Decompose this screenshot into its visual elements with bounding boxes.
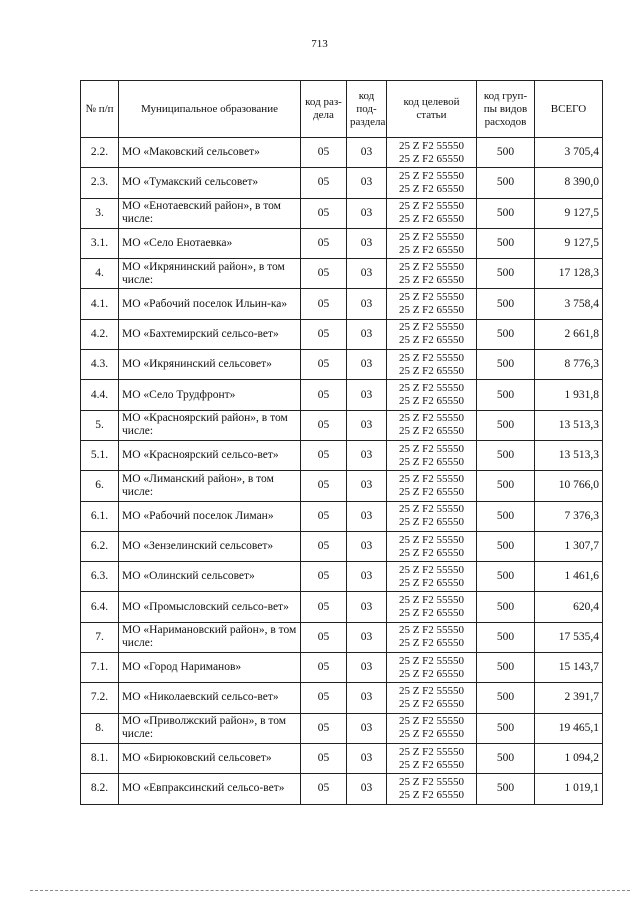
row-total-cell: 2 391,7 [535,683,603,713]
row-target-code-cell [387,501,477,531]
target-code-primary: 25 Z F2 55550 [398,412,465,425]
row-total-cell: 1 461,6 [535,562,603,592]
row-total-cell: 1 307,7 [535,531,603,561]
row-num-cell: 4. [81,259,119,289]
target-code-primary: 25 Z F2 55550 [398,291,465,304]
row-section-cell: 05 [301,531,347,561]
header-municipality: Муниципальное образование [119,81,301,138]
row-target-code-cell [387,228,477,258]
row-total-cell: 1 931,8 [535,380,603,410]
header-subsection: код под-раздела [347,81,387,138]
row-group-cell: 500 [477,622,535,652]
target-code-secondary: 25 Z F2 65550 [398,273,465,286]
row-num-cell: 7.2. [81,683,119,713]
table-row [81,713,603,743]
row-subsection-cell: 03 [347,138,387,168]
row-group-cell: 500 [477,501,535,531]
row-name-cell: МО «Город Нариманов» [119,653,301,683]
target-code-secondary: 25 Z F2 65550 [398,607,465,620]
page-number: 713 [311,38,328,50]
row-total-cell: 17 535,4 [535,622,603,652]
target-code-primary: 25 Z F2 55550 [398,472,465,485]
target-code-primary: 25 Z F2 55550 [398,775,465,788]
table-row [81,531,603,561]
row-subsection-cell: 03 [347,259,387,289]
row-subsection-cell: 03 [347,774,387,804]
row-num-cell: 5.1. [81,440,119,470]
row-target-code-cell [387,440,477,470]
row-name-cell: МО «Село Трудфронт» [119,380,301,410]
row-group-cell: 500 [477,168,535,198]
target-code-secondary: 25 Z F2 65550 [398,788,465,801]
row-num-cell: 2.3. [81,168,119,198]
header-total: ВСЕГО [535,81,603,138]
row-group-cell: 500 [477,319,535,349]
row-subsection-cell: 03 [347,683,387,713]
row-target-code-cell [387,198,477,228]
row-name-cell: МО «Тумакский сельсовет» [119,168,301,198]
row-total-cell: 3 758,4 [535,289,603,319]
row-total-cell: 3 705,4 [535,138,603,168]
row-group-cell: 500 [477,592,535,622]
table-row [81,168,603,198]
row-target-code-cell [387,168,477,198]
row-total-cell: 13 513,3 [535,440,603,470]
row-target-code-cell [387,683,477,713]
row-section-cell: 05 [301,562,347,592]
target-code-primary: 25 Z F2 55550 [398,654,465,667]
row-subsection-cell: 03 [347,471,387,501]
table-row [81,653,603,683]
row-target-code-cell [387,653,477,683]
row-group-cell: 500 [477,531,535,561]
row-section-cell: 05 [301,138,347,168]
row-section-cell: 05 [301,683,347,713]
row-target-code-cell [387,713,477,743]
target-code-primary: 25 Z F2 55550 [398,139,465,152]
target-code-primary: 25 Z F2 55550 [398,382,465,395]
row-total-cell: 8 390,0 [535,168,603,198]
table-row [81,501,603,531]
target-code-primary: 25 Z F2 55550 [398,442,465,455]
row-subsection-cell: 03 [347,350,387,380]
row-num-cell: 4.3. [81,350,119,380]
scan-edge-line [30,890,630,892]
row-section-cell: 05 [301,743,347,773]
row-section-cell: 05 [301,380,347,410]
row-subsection-cell: 03 [347,562,387,592]
row-total-cell: 15 143,7 [535,653,603,683]
table-row [81,622,603,652]
row-total-cell: 13 513,3 [535,410,603,440]
row-name-cell: МО «Маковский сельсовет» [119,138,301,168]
row-num-cell: 6.1. [81,501,119,531]
table-row [81,289,603,319]
row-group-cell: 500 [477,198,535,228]
target-code-secondary: 25 Z F2 65550 [398,455,465,468]
target-code-primary: 25 Z F2 55550 [398,624,465,637]
target-code-secondary: 25 Z F2 65550 [398,697,465,710]
row-group-cell: 500 [477,743,535,773]
row-section-cell: 05 [301,198,347,228]
row-group-cell: 500 [477,774,535,804]
row-target-code-cell [387,380,477,410]
row-name-cell: МО «Наримановский район», в том числе: [119,622,301,652]
row-name-cell: МО «Рабочий поселок Ильин-ка» [119,289,301,319]
row-total-cell: 10 766,0 [535,471,603,501]
row-subsection-cell: 03 [347,653,387,683]
table-row [81,138,603,168]
row-num-cell: 7.1. [81,653,119,683]
target-code-secondary: 25 Z F2 65550 [398,213,465,226]
row-section-cell: 05 [301,713,347,743]
row-target-code-cell [387,531,477,561]
row-subsection-cell: 03 [347,319,387,349]
row-num-cell: 6. [81,471,119,501]
row-target-code-cell [387,410,477,440]
row-num-cell: 8.1. [81,743,119,773]
row-group-cell: 500 [477,683,535,713]
row-target-code-cell [387,319,477,349]
row-total-cell: 620,4 [535,592,603,622]
row-subsection-cell: 03 [347,410,387,440]
row-num-cell: 6.2. [81,531,119,561]
row-total-cell: 8 776,3 [535,350,603,380]
row-section-cell: 05 [301,228,347,258]
row-group-cell: 500 [477,350,535,380]
target-code-secondary: 25 Z F2 65550 [398,152,465,165]
row-num-cell: 8.2. [81,774,119,804]
target-code-secondary: 25 Z F2 65550 [398,516,465,529]
row-subsection-cell: 03 [347,592,387,622]
table-row [81,259,603,289]
target-code-secondary: 25 Z F2 65550 [398,182,465,195]
target-code-primary: 25 Z F2 55550 [398,260,465,273]
target-code-secondary: 25 Z F2 65550 [398,637,465,650]
row-name-cell: МО «Село Енотаевка» [119,228,301,258]
row-subsection-cell: 03 [347,168,387,198]
table-row [81,592,603,622]
row-total-cell: 9 127,5 [535,198,603,228]
row-total-cell: 1 094,2 [535,743,603,773]
header-num: № п/п [81,81,119,138]
target-code-secondary: 25 Z F2 65550 [398,758,465,771]
target-code-primary: 25 Z F2 55550 [398,200,465,213]
row-group-cell: 500 [477,138,535,168]
row-total-cell: 1 019,1 [535,774,603,804]
table-row [81,440,603,470]
row-group-cell: 500 [477,440,535,470]
row-subsection-cell: 03 [347,380,387,410]
row-group-cell: 500 [477,289,535,319]
row-group-cell: 500 [477,410,535,440]
row-section-cell: 05 [301,622,347,652]
row-name-cell: МО «Евпраксинский сельсо-вет» [119,774,301,804]
row-name-cell: МО «Красноярский район», в том числе: [119,410,301,440]
row-num-cell: 5. [81,410,119,440]
row-name-cell: МО «Лиманский район», в том числе: [119,471,301,501]
row-section-cell: 05 [301,168,347,198]
target-code-primary: 25 Z F2 55550 [398,169,465,182]
row-group-cell: 500 [477,653,535,683]
row-total-cell: 17 128,3 [535,259,603,289]
target-code-secondary: 25 Z F2 65550 [398,395,465,408]
row-num-cell: 3. [81,198,119,228]
row-name-cell: МО «Икрянинский район», в том числе: [119,259,301,289]
row-subsection-cell: 03 [347,440,387,470]
table-row [81,743,603,773]
target-code-primary: 25 Z F2 55550 [398,684,465,697]
row-section-cell: 05 [301,410,347,440]
row-target-code-cell [387,289,477,319]
row-group-cell: 500 [477,562,535,592]
table-row [81,198,603,228]
target-code-secondary: 25 Z F2 65550 [398,425,465,438]
target-code-secondary: 25 Z F2 65550 [398,304,465,317]
row-target-code-cell [387,350,477,380]
row-subsection-cell: 03 [347,531,387,561]
row-num-cell: 4.4. [81,380,119,410]
target-code-secondary: 25 Z F2 65550 [398,546,465,559]
table-body [81,138,603,805]
row-section-cell: 05 [301,259,347,289]
table-row [81,471,603,501]
target-code-primary: 25 Z F2 55550 [398,563,465,576]
table-row [81,228,603,258]
row-subsection-cell: 03 [347,622,387,652]
row-target-code-cell [387,138,477,168]
target-code-primary: 25 Z F2 55550 [398,715,465,728]
row-num-cell: 6.3. [81,562,119,592]
row-num-cell: 4.2. [81,319,119,349]
row-target-code-cell [387,592,477,622]
row-section-cell: 05 [301,471,347,501]
target-code-primary: 25 Z F2 55550 [398,351,465,364]
header-expense-group: код груп-пы видов расходов [477,81,535,138]
row-name-cell: МО «Николаевский сельсо-вет» [119,683,301,713]
target-code-primary: 25 Z F2 55550 [398,533,465,546]
row-section-cell: 05 [301,440,347,470]
table-row [81,562,603,592]
table-header-row [81,81,603,138]
row-section-cell: 05 [301,350,347,380]
row-num-cell: 3.1. [81,228,119,258]
row-target-code-cell [387,471,477,501]
row-subsection-cell: 03 [347,198,387,228]
row-section-cell: 05 [301,592,347,622]
row-name-cell: МО «Красноярский сельсо-вет» [119,440,301,470]
row-group-cell: 500 [477,228,535,258]
row-section-cell: 05 [301,653,347,683]
row-subsection-cell: 03 [347,713,387,743]
header-target: код целевой статьи [387,81,477,138]
target-code-secondary: 25 Z F2 65550 [398,243,465,256]
table-row [81,350,603,380]
budget-table [80,80,603,805]
row-num-cell: 2.2. [81,138,119,168]
table-row [81,380,603,410]
row-section-cell: 05 [301,774,347,804]
row-target-code-cell [387,259,477,289]
row-group-cell: 500 [477,380,535,410]
row-num-cell: 4.1. [81,289,119,319]
row-name-cell: МО «Бирюковский сельсовет» [119,743,301,773]
target-code-primary: 25 Z F2 55550 [398,503,465,516]
row-section-cell: 05 [301,319,347,349]
target-code-primary: 25 Z F2 55550 [398,230,465,243]
row-subsection-cell: 03 [347,501,387,531]
row-target-code-cell [387,562,477,592]
row-subsection-cell: 03 [347,228,387,258]
row-subsection-cell: 03 [347,743,387,773]
row-group-cell: 500 [477,713,535,743]
row-total-cell: 2 661,8 [535,319,603,349]
row-name-cell: МО «Рабочий поселок Лиман» [119,501,301,531]
row-target-code-cell [387,743,477,773]
row-num-cell: 6.4. [81,592,119,622]
row-section-cell: 05 [301,501,347,531]
target-code-secondary: 25 Z F2 65550 [398,485,465,498]
target-code-secondary: 25 Z F2 65550 [398,728,465,741]
target-code-secondary: 25 Z F2 65550 [398,576,465,589]
target-code-primary: 25 Z F2 55550 [398,321,465,334]
row-total-cell: 7 376,3 [535,501,603,531]
target-code-secondary: 25 Z F2 65550 [398,364,465,377]
row-name-cell: МО «Олинский сельсовет» [119,562,301,592]
row-group-cell: 500 [477,259,535,289]
row-num-cell: 8. [81,713,119,743]
target-code-secondary: 25 Z F2 65550 [398,334,465,347]
row-name-cell: МО «Зензелинский сельсовет» [119,531,301,561]
row-name-cell: МО «Енотаевский район», в том числе: [119,198,301,228]
table-row [81,410,603,440]
row-section-cell: 05 [301,289,347,319]
row-name-cell: МО «Бахтемирский сельсо-вет» [119,319,301,349]
row-subsection-cell: 03 [347,289,387,319]
row-name-cell: МО «Приволжский район», в том числе: [119,713,301,743]
row-group-cell: 500 [477,471,535,501]
target-code-secondary: 25 Z F2 65550 [398,667,465,680]
row-total-cell: 19 465,1 [535,713,603,743]
row-target-code-cell [387,774,477,804]
row-num-cell: 7. [81,622,119,652]
target-code-primary: 25 Z F2 55550 [398,594,465,607]
target-code-primary: 25 Z F2 55550 [398,745,465,758]
row-name-cell: МО «Икрянинский сельсовет» [119,350,301,380]
row-name-cell: МО «Промысловский сельсо-вет» [119,592,301,622]
table-row [81,319,603,349]
table-row [81,774,603,804]
row-target-code-cell [387,622,477,652]
header-section: код раз-дела [301,81,347,138]
row-total-cell: 9 127,5 [535,228,603,258]
table-row [81,683,603,713]
